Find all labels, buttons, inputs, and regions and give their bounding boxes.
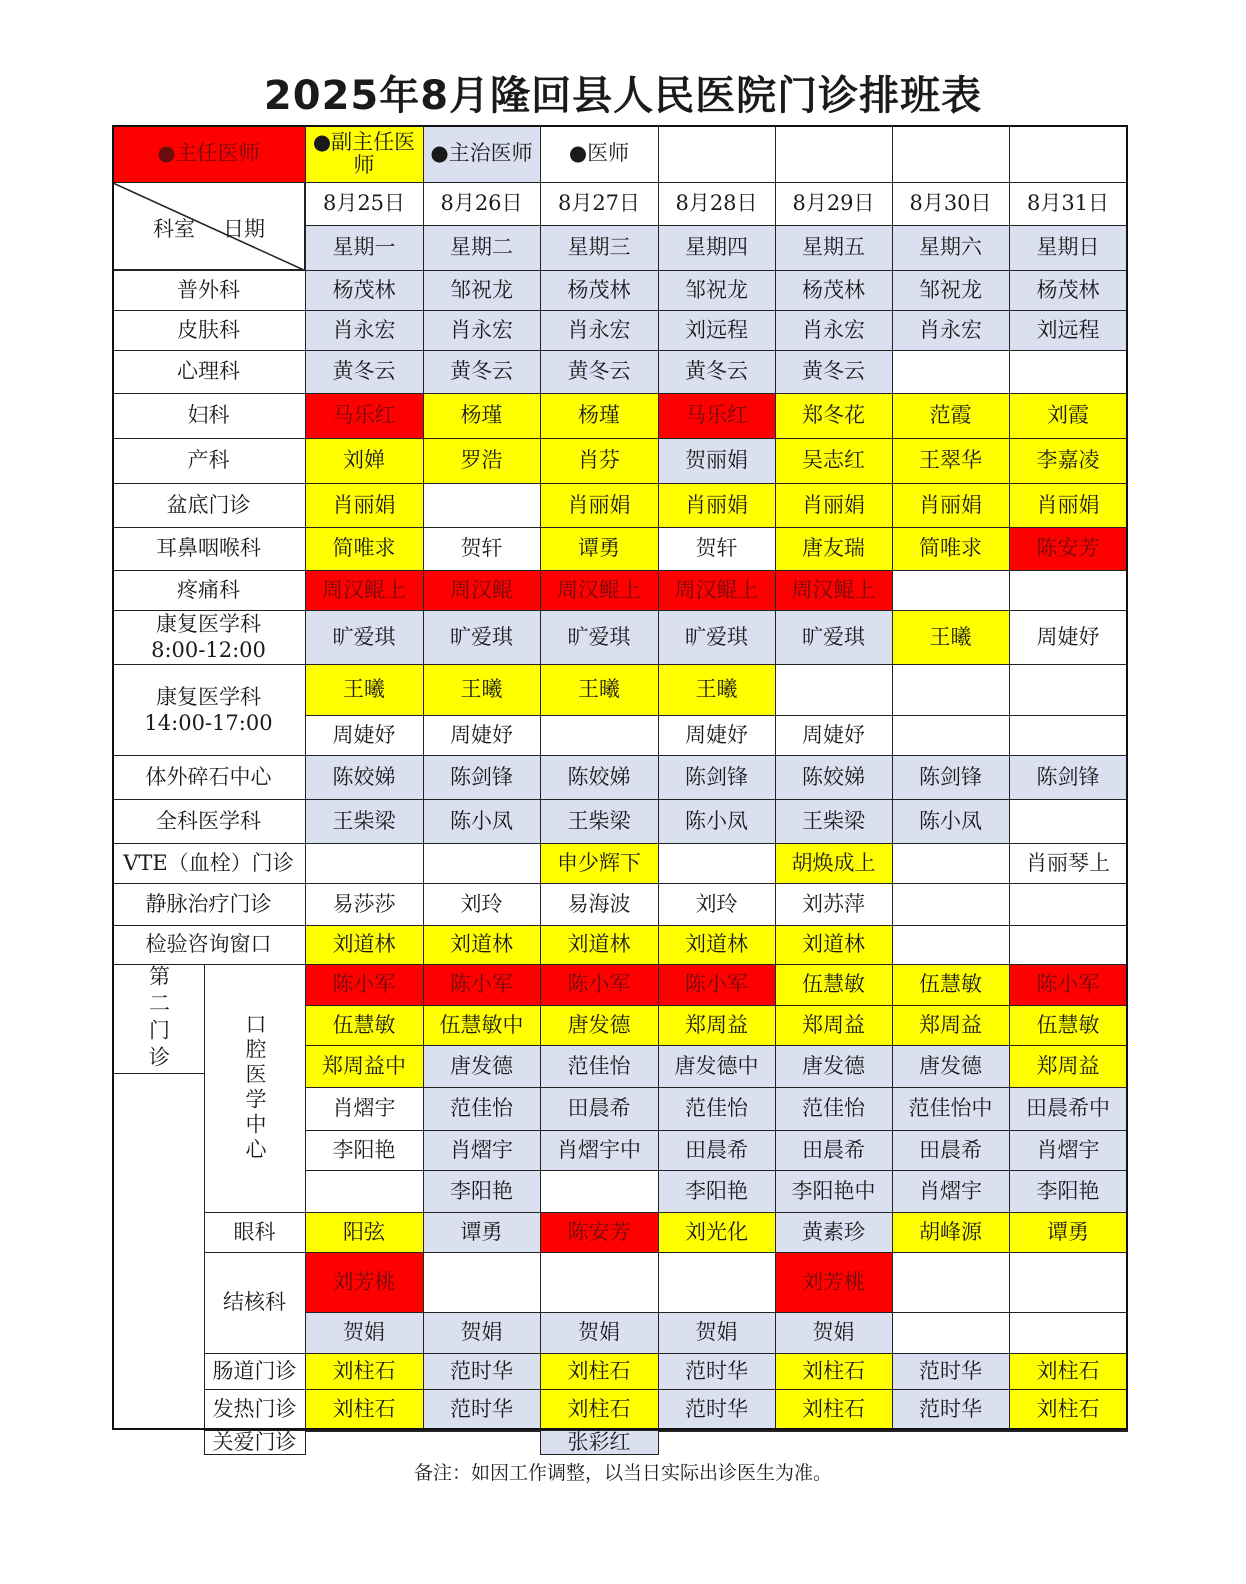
doctor-cell: 周汉鲲上 xyxy=(658,570,776,611)
doctor-cell: 肖丽娟 xyxy=(658,483,776,528)
doctor-cell: 李阳艳 xyxy=(305,1130,424,1171)
doctor-cell: 陈小军 xyxy=(305,964,424,1006)
corner-date-label: 日期 xyxy=(223,217,265,241)
doctor-cell: 陈剑锋 xyxy=(1009,755,1128,800)
doctor-cell: 王柴梁 xyxy=(305,799,424,844)
doctor-cell: 王曦 xyxy=(540,664,659,716)
doctor-cell xyxy=(305,1430,424,1432)
doctor-cell: 陈安芳 xyxy=(540,1212,659,1253)
doctor-cell: 谭勇 xyxy=(1009,1212,1128,1253)
doctor-cell: 伍慧敏 xyxy=(1009,1005,1128,1046)
doctor-cell: 杨瑾 xyxy=(423,393,541,439)
doctor-cell xyxy=(892,925,1010,965)
doctor-cell xyxy=(892,1312,1010,1354)
doctor-cell xyxy=(892,843,1010,884)
doctor-cell: 陈小军 xyxy=(423,964,541,1006)
schedule-table xyxy=(112,125,1128,1454)
doctor-cell: 刘柱石 xyxy=(540,1353,659,1390)
doctor-cell xyxy=(540,1170,659,1213)
doctor-cell: 刘玲 xyxy=(658,883,776,926)
doctor-cell: 刘远程 xyxy=(658,310,776,351)
doctor-cell xyxy=(1009,925,1128,965)
doctor-cell: 肖熠宇 xyxy=(423,1130,541,1171)
legend-empty xyxy=(1009,125,1128,183)
doctor-cell: 刘道林 xyxy=(775,925,893,965)
doctor-cell: 陈小军 xyxy=(658,964,776,1006)
doctor-cell: 范佳怡 xyxy=(540,1045,659,1088)
doctor-cell: 陈剑锋 xyxy=(658,755,776,800)
doctor-cell: 肖永宏 xyxy=(775,310,893,351)
department-name: 静脉治疗门诊 xyxy=(112,883,306,926)
doctor-cell: 肖丽娟 xyxy=(892,483,1010,528)
doctor-cell xyxy=(658,843,776,884)
doctor-cell: 陈小凤 xyxy=(658,799,776,844)
doctor-cell: 范时华 xyxy=(423,1353,541,1390)
doctor-cell xyxy=(1009,1312,1128,1354)
doctor-cell: 陈小军 xyxy=(540,964,659,1006)
doctor-cell: 刘道林 xyxy=(540,925,659,965)
doctor-cell: 伍慧敏 xyxy=(305,1005,424,1046)
doctor-cell: 范佳怡 xyxy=(775,1087,893,1131)
doctor-cell xyxy=(775,1430,893,1432)
doctor-cell: 李阳艳 xyxy=(1009,1170,1128,1213)
doctor-cell: 陈小凤 xyxy=(423,799,541,844)
department-name: 全科医学科 xyxy=(112,799,306,844)
doctor-cell xyxy=(892,1252,1010,1313)
doctor-cell xyxy=(423,1252,541,1313)
doctor-cell: 范佳怡中 xyxy=(892,1087,1010,1131)
doctor-cell: 刘柱石 xyxy=(1009,1353,1128,1390)
second-clinic-label: 第二门诊 xyxy=(112,964,205,1074)
date-cell: 8月29日 xyxy=(775,182,893,226)
sub-department-name: 关爱门诊 xyxy=(204,1430,306,1455)
doctor-cell: 田晨希中 xyxy=(1009,1087,1128,1131)
sub-department-name: 肠道门诊 xyxy=(204,1353,306,1390)
doctor-cell: 黄冬云 xyxy=(423,350,541,394)
footnote: 备注：如因工作调整，以当日实际出诊医生为准。 xyxy=(413,1462,832,1484)
doctor-cell: 邹祝龙 xyxy=(423,270,541,311)
doctor-cell: 陈姣娣 xyxy=(540,755,659,800)
doctor-cell: 易莎莎 xyxy=(305,883,424,926)
doctor-cell xyxy=(892,350,1010,394)
doctor-cell: 杨茂林 xyxy=(540,270,659,311)
doctor-cell: 贺娟 xyxy=(658,1312,776,1354)
doctor-cell: 肖永宏 xyxy=(305,310,424,351)
doctor-cell: 肖丽琴上 xyxy=(1009,843,1128,884)
doctor-cell: 陈姣娣 xyxy=(775,755,893,800)
doctor-cell: 范时华 xyxy=(892,1389,1010,1431)
department-name: 妇科 xyxy=(112,393,306,439)
sub-department-name: 口腔医学中心 xyxy=(204,964,306,1213)
department-label: 康复医学科 xyxy=(156,612,261,636)
doctor-cell: 简唯求 xyxy=(892,527,1010,571)
date-cell: 8月28日 xyxy=(658,182,776,226)
doctor-cell: 刘柱石 xyxy=(305,1389,424,1431)
doctor-cell: 唐发德 xyxy=(423,1045,541,1088)
doctor-cell: 王曦 xyxy=(305,664,424,716)
doctor-cell: 田晨希 xyxy=(892,1130,1010,1171)
doctor-cell: 王柴梁 xyxy=(540,799,659,844)
department-name xyxy=(112,610,306,665)
doctor-cell: 肖熠宇 xyxy=(892,1170,1010,1213)
doctor-cell: 贺娟 xyxy=(305,1312,424,1354)
doctor-cell: 肖熠宇中 xyxy=(540,1130,659,1171)
doctor-cell: 肖丽娟 xyxy=(305,483,424,528)
doctor-cell: 黄冬云 xyxy=(775,350,893,394)
department-name: 皮肤科 xyxy=(112,310,306,351)
doctor-cell: 肖丽娟 xyxy=(540,483,659,528)
doctor-cell: 郑周益 xyxy=(892,1005,1010,1046)
doctor-cell: 杨茂林 xyxy=(305,270,424,311)
doctor-cell: 刘道林 xyxy=(658,925,776,965)
sub-department-name: 眼科 xyxy=(204,1212,306,1253)
doctor-cell: 胡焕成上 xyxy=(775,843,893,884)
doctor-cell: 刘芳桃 xyxy=(775,1252,893,1313)
doctor-cell xyxy=(892,715,1010,756)
doctor-cell: 周汉鲲 xyxy=(423,570,541,611)
doctor-cell: 胡峰源 xyxy=(892,1212,1010,1253)
doctor-cell xyxy=(892,883,1010,926)
doctor-cell: 邹祝龙 xyxy=(658,270,776,311)
doctor-cell: 范时华 xyxy=(423,1389,541,1431)
doctor-cell: 黄冬云 xyxy=(658,350,776,394)
legend-rank-2: ●主治医师 xyxy=(423,125,541,183)
doctor-cell: 黄冬云 xyxy=(540,350,659,394)
doctor-cell: 周汉鲲上 xyxy=(540,570,659,611)
doctor-cell: 肖熠宇 xyxy=(305,1087,424,1131)
doctor-cell: 旷爱琪 xyxy=(423,610,541,665)
doctor-cell: 陈安芳 xyxy=(1009,527,1128,571)
doctor-cell: 田晨希 xyxy=(658,1130,776,1171)
doctor-cell: 杨茂林 xyxy=(775,270,893,311)
department-name: 体外碎石中心 xyxy=(112,755,306,800)
date-cell: 8月30日 xyxy=(892,182,1010,226)
doctor-cell: 刘柱石 xyxy=(305,1353,424,1390)
doctor-cell xyxy=(1009,350,1128,394)
doctor-cell xyxy=(1009,1252,1128,1313)
doctor-cell: 伍慧敏 xyxy=(892,964,1010,1006)
doctor-cell: 范时华 xyxy=(658,1353,776,1390)
doctor-cell: 李阳艳 xyxy=(423,1170,541,1213)
legend-empty xyxy=(658,125,776,183)
legend-chief-physician: ●主任医师 xyxy=(112,125,306,183)
doctor-cell xyxy=(892,664,1010,716)
diagonal-divider xyxy=(113,183,306,271)
doctor-cell: 黄冬云 xyxy=(305,350,424,394)
legend-rank-3: ●医师 xyxy=(540,125,659,183)
doctor-cell: 周婕妤 xyxy=(658,715,776,756)
doctor-cell xyxy=(658,1252,776,1313)
doctor-cell: 刘婵 xyxy=(305,438,424,484)
doctor-cell: 肖永宏 xyxy=(892,310,1010,351)
doctor-cell: 田晨希 xyxy=(540,1087,659,1131)
department-name xyxy=(112,664,306,756)
doctor-cell: 杨茂林 xyxy=(1009,270,1128,311)
doctor-cell: 刘远程 xyxy=(1009,310,1128,351)
department-name: 产科 xyxy=(112,438,306,484)
doctor-cell: 周汉鲲上 xyxy=(775,570,893,611)
department-label: 康复医学科 xyxy=(156,684,261,709)
doctor-cell xyxy=(423,483,541,528)
doctor-cell xyxy=(1009,1430,1128,1432)
doctor-cell: 刘柱石 xyxy=(540,1389,659,1431)
session-time: 8:00-12:00 xyxy=(151,638,266,662)
doctor-cell: 旷爱琪 xyxy=(540,610,659,665)
doctor-cell: 周婕妤 xyxy=(1009,610,1128,665)
doctor-cell: 李嘉凌 xyxy=(1009,438,1128,484)
doctor-cell: 唐友瑞 xyxy=(775,527,893,571)
doctor-cell: 王曦 xyxy=(892,610,1010,665)
doctor-cell: 唐发德中 xyxy=(658,1045,776,1088)
doctor-cell: 李阳艳 xyxy=(658,1170,776,1213)
doctor-cell: 周汉鲲上 xyxy=(305,570,424,611)
doctor-cell: 刘玲 xyxy=(423,883,541,926)
doctor-cell: 王柴梁 xyxy=(775,799,893,844)
sub-department-name: 发热门诊 xyxy=(204,1389,306,1431)
weekday-cell: 星期日 xyxy=(1009,225,1128,271)
doctor-cell xyxy=(1009,715,1128,756)
doctor-cell: 刘柱石 xyxy=(775,1389,893,1431)
doctor-cell xyxy=(540,715,659,756)
doctor-cell: 刘苏萍 xyxy=(775,883,893,926)
corner-dept-label: 科室 xyxy=(153,217,195,241)
doctor-cell: 刘霞 xyxy=(1009,393,1128,439)
doctor-cell: 田晨希 xyxy=(775,1130,893,1171)
doctor-cell xyxy=(305,1170,424,1213)
doctor-cell: 刘道林 xyxy=(305,925,424,965)
doctor-cell: 张彩红 xyxy=(540,1430,659,1455)
doctor-cell xyxy=(892,1430,1010,1432)
date-cell: 8月26日 xyxy=(423,182,541,226)
doctor-cell: 范佳怡 xyxy=(658,1087,776,1131)
doctor-cell xyxy=(658,1430,776,1432)
doctor-cell: 谭勇 xyxy=(423,1212,541,1253)
department-name: 普外科 xyxy=(112,270,306,311)
doctor-cell: 刘光化 xyxy=(658,1212,776,1253)
page-title: 2025年8月隆回县人民医院门诊排班表 xyxy=(263,73,983,119)
doctor-cell: 马乐红 xyxy=(658,393,776,439)
department-name: 疼痛科 xyxy=(112,570,306,611)
date-cell: 8月25日 xyxy=(305,182,424,226)
doctor-cell: 谭勇 xyxy=(540,527,659,571)
doctor-cell: 范时华 xyxy=(892,1353,1010,1390)
weekday-cell: 星期六 xyxy=(892,225,1010,271)
doctor-cell: 陈剑锋 xyxy=(892,755,1010,800)
doctor-cell: 肖熠宇 xyxy=(1009,1130,1128,1171)
doctor-cell: 肖丽娟 xyxy=(775,483,893,528)
doctor-cell: 周婕妤 xyxy=(305,715,424,756)
header-corner xyxy=(112,182,305,270)
doctor-cell xyxy=(1009,570,1128,611)
doctor-cell: 马乐红 xyxy=(305,393,424,439)
doctor-cell: 陈剑锋 xyxy=(423,755,541,800)
department-name: VTE（血栓）门诊 xyxy=(112,843,306,884)
doctor-cell: 贺娟 xyxy=(775,1312,893,1354)
weekday-cell: 星期二 xyxy=(423,225,541,271)
doctor-cell: 旷爱琪 xyxy=(658,610,776,665)
doctor-cell xyxy=(1009,664,1128,716)
doctor-cell: 贺娟 xyxy=(540,1312,659,1354)
doctor-cell: 唐发德 xyxy=(540,1005,659,1046)
doctor-cell: 易海波 xyxy=(540,883,659,926)
doctor-cell: 范霞 xyxy=(892,393,1010,439)
doctor-cell: 旷爱琪 xyxy=(775,610,893,665)
doctor-cell: 刘柱石 xyxy=(1009,1389,1128,1431)
doctor-cell: 李阳艳中 xyxy=(775,1170,893,1213)
doctor-cell: 肖永宏 xyxy=(423,310,541,351)
doctor-cell: 贺丽娟 xyxy=(658,438,776,484)
doctor-cell: 陈小军 xyxy=(1009,964,1128,1006)
date-cell: 8月31日 xyxy=(1009,182,1128,226)
doctor-cell: 伍慧敏 xyxy=(775,964,893,1006)
doctor-cell: 范佳怡 xyxy=(423,1087,541,1131)
doctor-cell: 肖永宏 xyxy=(540,310,659,351)
doctor-cell: 阳弦 xyxy=(305,1212,424,1253)
doctor-cell: 贺娟 xyxy=(423,1312,541,1354)
doctor-cell: 范时华 xyxy=(658,1389,776,1431)
doctor-cell: 罗浩 xyxy=(423,438,541,484)
doctor-cell: 杨瑾 xyxy=(540,393,659,439)
legend-empty xyxy=(775,125,893,183)
doctor-cell: 王曦 xyxy=(658,664,776,716)
doctor-cell xyxy=(1009,799,1128,844)
doctor-cell: 贺轩 xyxy=(423,527,541,571)
doctor-cell xyxy=(305,843,424,884)
doctor-cell: 伍慧敏中 xyxy=(423,1005,541,1046)
weekday-cell: 星期四 xyxy=(658,225,776,271)
doctor-cell: 黄素珍 xyxy=(775,1212,893,1253)
weekday-cell: 星期一 xyxy=(305,225,424,271)
session-time: 14:00-17:00 xyxy=(144,710,273,735)
weekday-cell: 星期五 xyxy=(775,225,893,271)
doctor-cell: 周婕妤 xyxy=(423,715,541,756)
doctor-cell: 邹祝龙 xyxy=(892,270,1010,311)
doctor-cell: 刘柱石 xyxy=(775,1353,893,1390)
legend-rank-1: ●副主任医师 xyxy=(305,125,424,183)
doctor-cell: 唐发德 xyxy=(775,1045,893,1088)
doctor-cell: 刘道林 xyxy=(423,925,541,965)
doctor-cell: 旷爱琪 xyxy=(305,610,424,665)
doctor-cell xyxy=(423,843,541,884)
doctor-cell xyxy=(892,570,1010,611)
department-name: 心理科 xyxy=(112,350,306,394)
doctor-cell: 周婕妤 xyxy=(775,715,893,756)
doctor-cell: 肖丽娟 xyxy=(1009,483,1128,528)
doctor-cell: 陈姣娣 xyxy=(305,755,424,800)
doctor-cell: 郑周益 xyxy=(1009,1045,1128,1088)
department-name: 检验咨询窗口 xyxy=(112,925,306,965)
doctor-cell xyxy=(423,1430,541,1432)
doctor-cell: 简唯求 xyxy=(305,527,424,571)
doctor-cell: 郑周益 xyxy=(658,1005,776,1046)
doctor-cell: 陈小凤 xyxy=(892,799,1010,844)
doctor-cell: 刘芳桃 xyxy=(305,1252,424,1313)
doctor-cell: 肖芬 xyxy=(540,438,659,484)
weekday-cell: 星期三 xyxy=(540,225,659,271)
doctor-cell: 贺轩 xyxy=(658,527,776,571)
legend-empty xyxy=(892,125,1010,183)
department-name: 盆底门诊 xyxy=(112,483,306,528)
doctor-cell: 王翠华 xyxy=(892,438,1010,484)
department-name: 耳鼻咽喉科 xyxy=(112,527,306,571)
doctor-cell: 郑周益 xyxy=(775,1005,893,1046)
sub-department-name: 结核科 xyxy=(204,1252,306,1354)
doctor-cell xyxy=(1009,883,1128,926)
doctor-cell: 郑周益中 xyxy=(305,1045,424,1088)
doctor-cell xyxy=(775,664,893,716)
date-cell: 8月27日 xyxy=(540,182,659,226)
doctor-cell: 申少辉下 xyxy=(540,843,659,884)
doctor-cell xyxy=(540,1252,659,1313)
doctor-cell: 王曦 xyxy=(423,664,541,716)
doctor-cell: 郑冬花 xyxy=(775,393,893,439)
doctor-cell: 唐发德 xyxy=(892,1045,1010,1088)
doctor-cell: 吴志红 xyxy=(775,438,893,484)
